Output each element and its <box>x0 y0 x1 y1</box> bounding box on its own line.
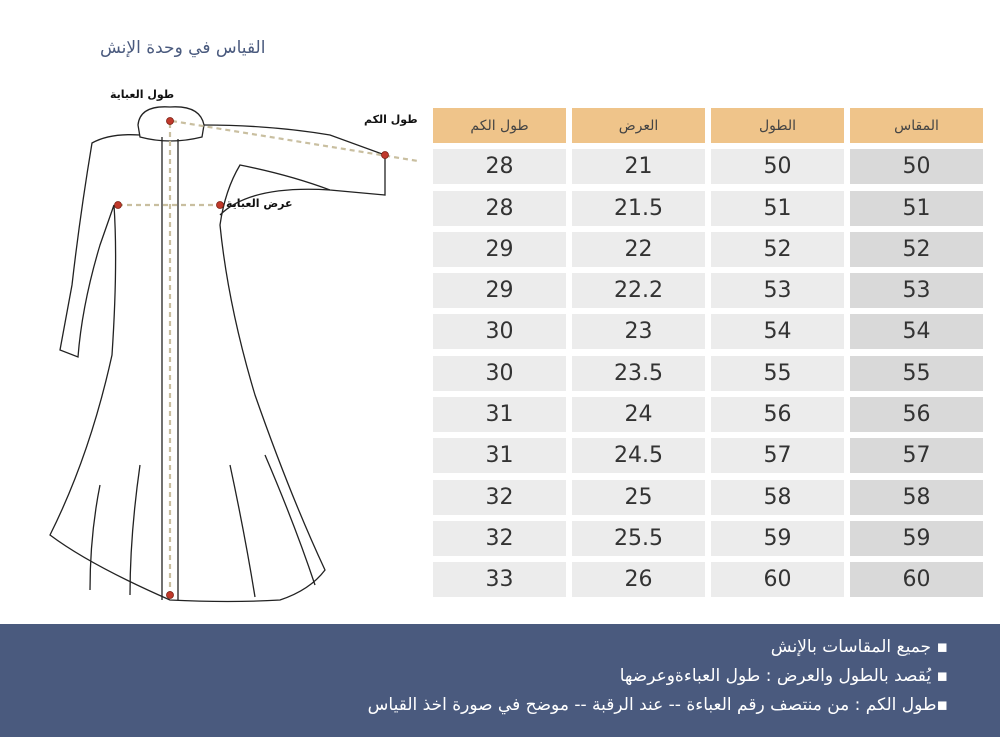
sleeve-cell: 28 <box>433 149 566 184</box>
sleeve-cell: 32 <box>433 521 566 556</box>
width-cell: 23 <box>572 314 705 349</box>
label-sleeve-length: طول الكم <box>364 113 418 126</box>
width-cell: 24 <box>572 397 705 432</box>
width-cell: 21 <box>572 149 705 184</box>
size-cell: 54 <box>850 314 983 349</box>
size-table <box>428 108 983 604</box>
sleeve-cell: 33 <box>433 562 566 597</box>
header-length: الطول <box>711 108 844 143</box>
size-cell: 51 <box>850 191 983 226</box>
length-cell: 57 <box>711 438 844 473</box>
sleeve-cell: 30 <box>433 314 566 349</box>
length-cell: 50 <box>711 149 844 184</box>
length-cell: 51 <box>711 191 844 226</box>
size-cell: 60 <box>850 562 983 597</box>
width-cell: 25.5 <box>572 521 705 556</box>
sleeve-cell: 29 <box>433 232 566 267</box>
header-width: العرض <box>572 108 705 143</box>
width-cell: 22.2 <box>572 273 705 308</box>
sleeve-cell: 28 <box>433 191 566 226</box>
length-cell: 56 <box>711 397 844 432</box>
header-size: المقاس <box>850 108 983 143</box>
table-row <box>428 480 983 515</box>
size-cell: 52 <box>850 232 983 267</box>
table-row <box>428 356 983 391</box>
size-cell: 57 <box>850 438 983 473</box>
note-item: ▪ جميع المقاسات بالإنش <box>770 637 948 657</box>
sleeve-cell: 32 <box>433 480 566 515</box>
length-cell: 53 <box>711 273 844 308</box>
width-cell: 26 <box>572 562 705 597</box>
width-cell: 21.5 <box>572 191 705 226</box>
size-cell: 56 <box>850 397 983 432</box>
table-row <box>428 232 983 267</box>
table-row <box>428 562 983 597</box>
table-row <box>428 521 983 556</box>
length-cell: 55 <box>711 356 844 391</box>
table-row <box>428 397 983 432</box>
size-cell: 53 <box>850 273 983 308</box>
sleeve-cell: 29 <box>433 273 566 308</box>
length-cell: 54 <box>711 314 844 349</box>
size-cell: 55 <box>850 356 983 391</box>
abaya-diagram <box>30 95 430 615</box>
notes-list <box>368 633 948 720</box>
header-sleeve: طول الكم <box>433 108 566 143</box>
note-item: ▪ يُقصد بالطول والعرض : طول العباءةوعرضها <box>619 666 948 686</box>
table-row <box>428 314 983 349</box>
length-cell: 52 <box>711 232 844 267</box>
page-title: القياس في وحدة الإنش <box>100 38 266 58</box>
label-abaya-length: طول العباية <box>110 88 175 101</box>
width-cell: 22 <box>572 232 705 267</box>
length-cell: 60 <box>711 562 844 597</box>
length-cell: 58 <box>711 480 844 515</box>
note-item: ▪طول الكم : من منتصف رقم العباءة -- عند الرقبة -- موضح في صورة اخذ القياس <box>367 695 948 715</box>
width-cell: 24.5 <box>572 438 705 473</box>
sleeve-cell: 31 <box>433 438 566 473</box>
sleeve-cell: 30 <box>433 356 566 391</box>
label-abaya-width: عرض العباية <box>226 197 293 210</box>
size-cell: 50 <box>850 149 983 184</box>
table-row <box>428 438 983 473</box>
size-cell: 58 <box>850 480 983 515</box>
sleeve-cell: 31 <box>433 397 566 432</box>
length-cell: 59 <box>711 521 844 556</box>
table-row <box>428 273 983 308</box>
table-row <box>428 191 983 226</box>
table-header-row <box>428 108 983 143</box>
width-cell: 25 <box>572 480 705 515</box>
width-cell: 23.5 <box>572 356 705 391</box>
size-cell: 59 <box>850 521 983 556</box>
table-row <box>428 149 983 184</box>
